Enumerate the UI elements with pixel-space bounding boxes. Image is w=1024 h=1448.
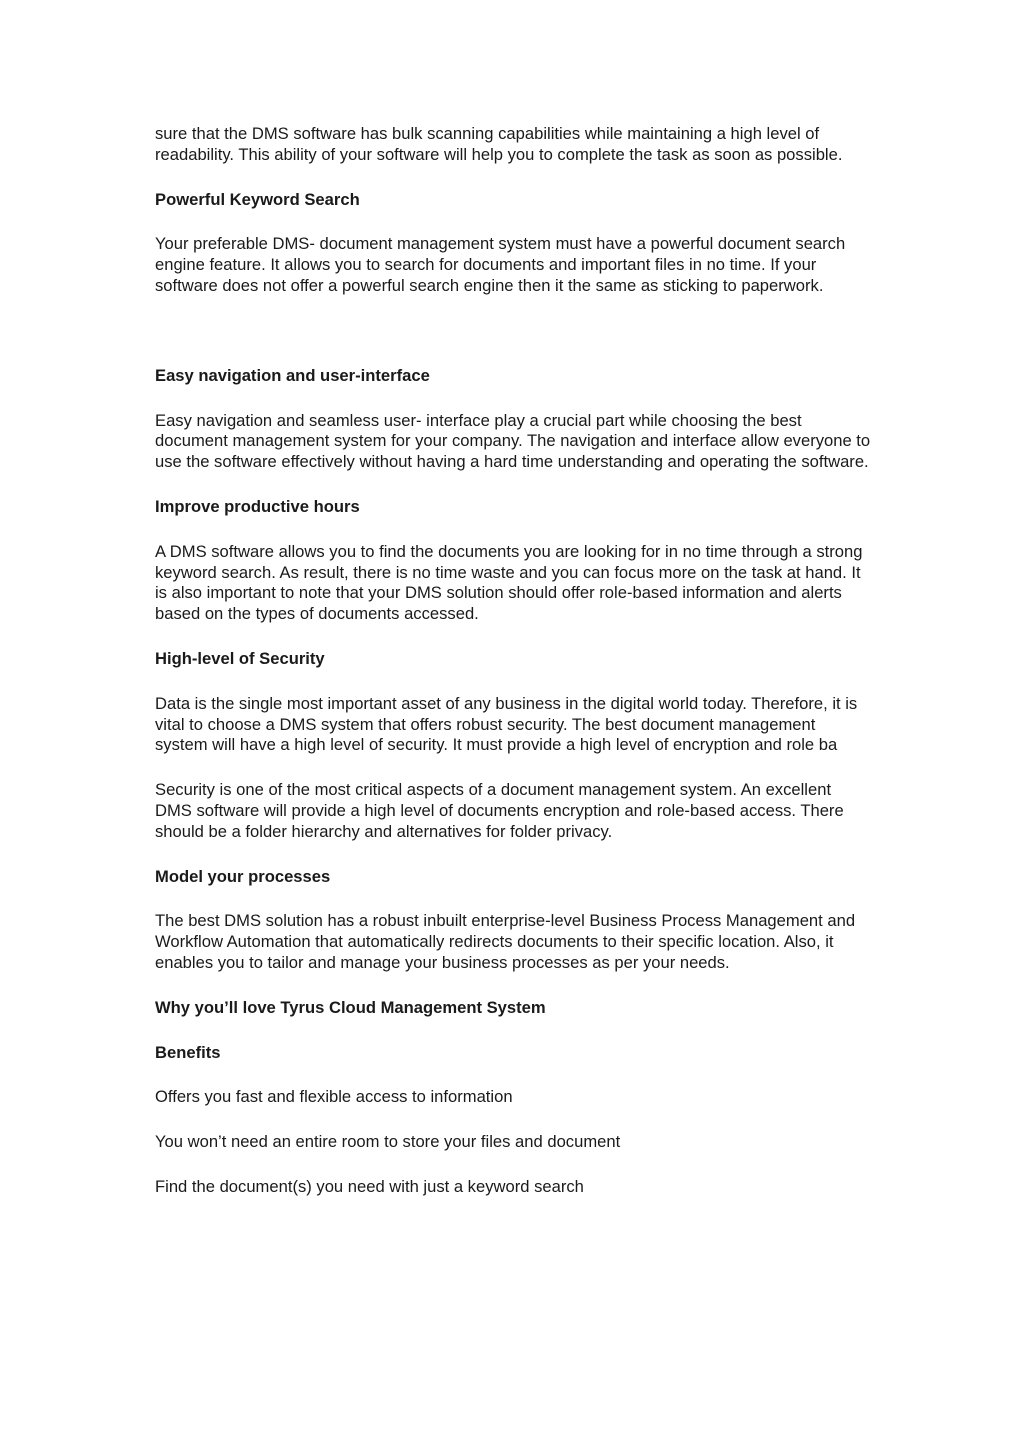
benefit-item-3: Find the document(s) you need with just a keyword search (155, 1176, 584, 1196)
heading-security: High-level of Security (155, 648, 325, 668)
heading-keyword-search: Powerful Keyword Search (155, 189, 360, 209)
keyword-search-paragraph: Your preferable DMS- document management system must have a powerful document search engine feature. It allows you to search for documents and important files in no time. If your software does not offer a powerful search engine then it the same as sticking to paperwork. (155, 234, 846, 295)
blank-gap (155, 321, 871, 366)
document-page (155, 124, 871, 1222)
intro-paragraph: sure that the DMS software has bulk scanning capabilities while maintaining a high level of readability. This ability of your software will help you to complete the task as soon as possible. (155, 124, 843, 164)
benefit-item-2: You won’t need an entire room to store your files and document (155, 1132, 621, 1152)
security-paragraph-2: Security is one of the most critical aspects of a document management system. An excellent DMS software will provide a high level of documents encryption and role-based access. There should be a folder hierarchy and alternatives for folder privacy. (155, 780, 844, 841)
heading-benefits: Benefits (155, 1042, 221, 1062)
benefit-item-1: Offers you fast and flexible access to information (155, 1087, 513, 1107)
navigation-paragraph: Easy navigation and seamless user- interface play a crucial part while choosing the best document management system for your company. The navigation and interface allow everyone to use the software effectively without having a hard time understanding and operating the software. (155, 410, 871, 472)
productive-hours-paragraph: A DMS software allows you to find the documents you are looking for in no time through a strong keyword search. As result, there is no time waste and you can focus more on the task at hand. It is also important to note that your DMS solution should offer role-based information and alerts based on the types of documents accessed. (155, 541, 863, 624)
heading-model-processes: Model your processes (155, 866, 331, 886)
security-paragraph-1: Data is the single most important asset of any business in the digital world today. Therefore, it is vital to choose a DMS system that offers robust security. The best document management system will have a high level of security. It must provide a high level of encryption and role ba (155, 693, 858, 755)
heading-navigation: Easy navigation and user-interface (155, 365, 430, 385)
heading-productive-hours: Improve productive hours (155, 496, 360, 516)
heading-why-tyrus: Why you’ll love Tyrus Cloud Management System (155, 997, 546, 1017)
model-processes-paragraph: The best DMS solution has a robust inbuilt enterprise-level Business Process Management and Workflow Automation that automatically redirects documents to their specific location. Also, it enables you to tailor and manage your business processes as per your needs. (155, 911, 856, 972)
